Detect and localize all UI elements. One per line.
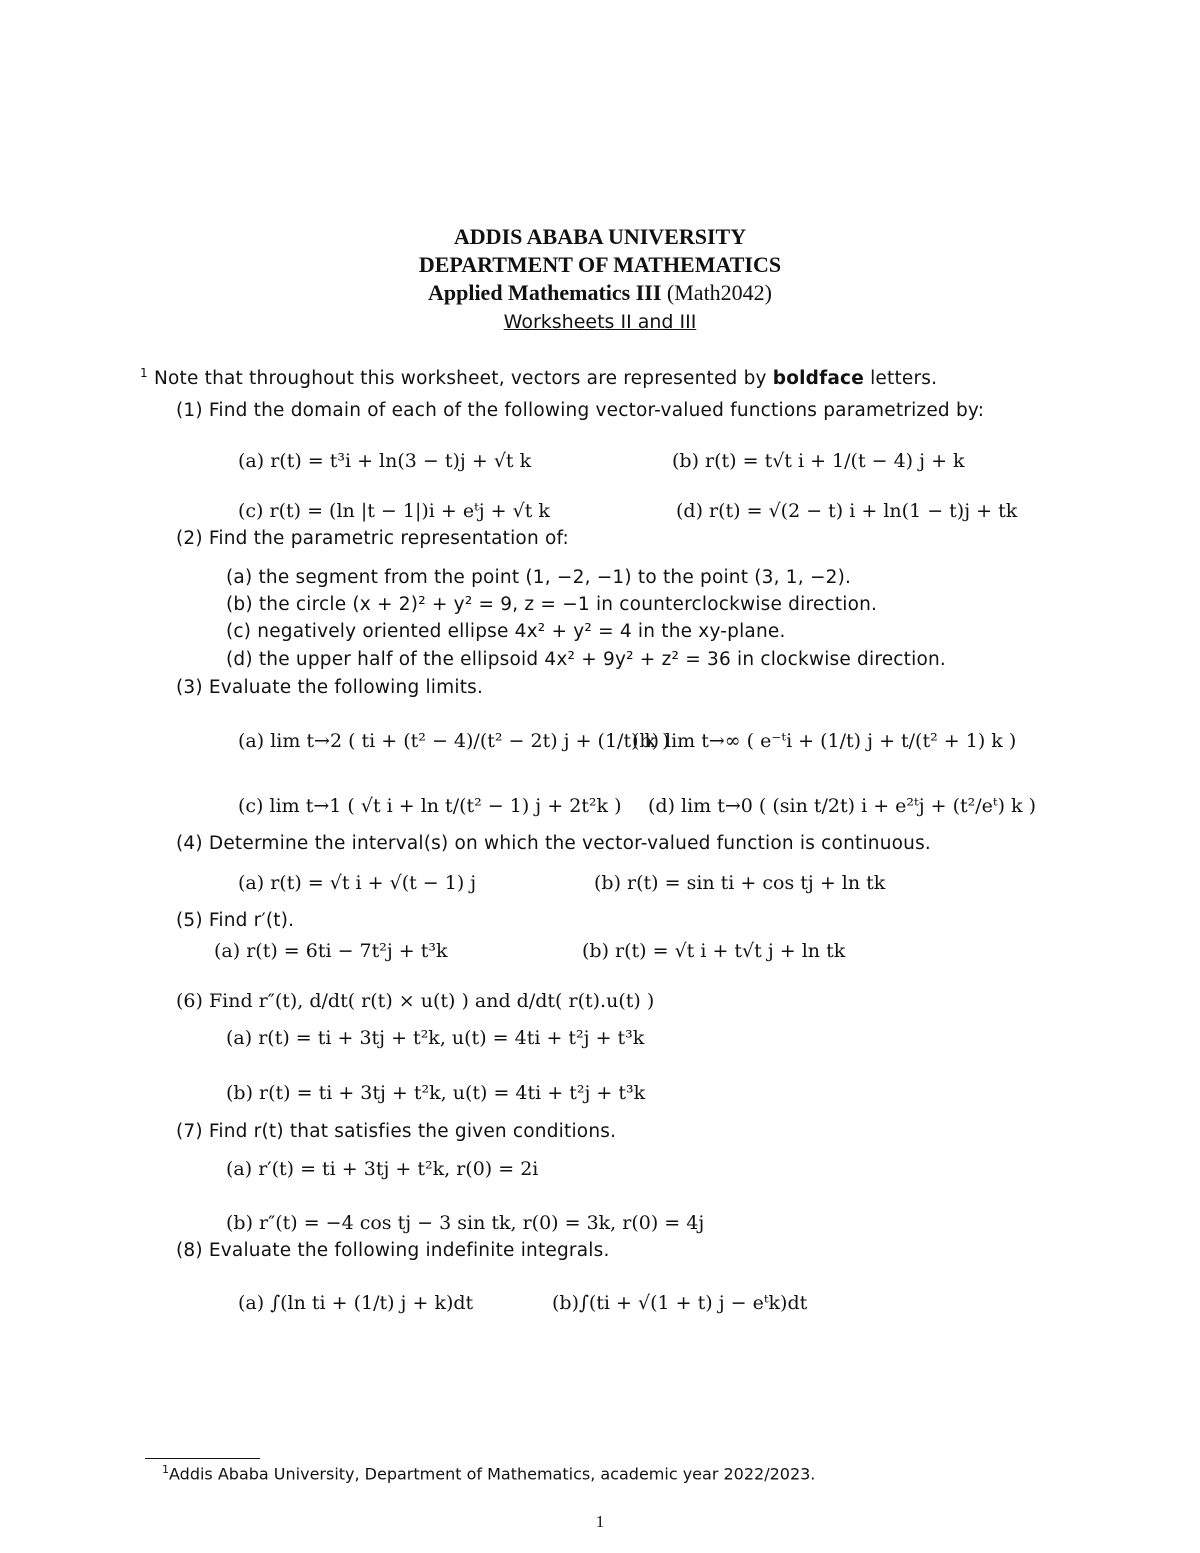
- course-name: Applied Mathematics III: [427, 280, 662, 305]
- q3-a: (a) lim t→2 ( ti + (t² − 4)/(t² − 2t) j + (1/t) k ): [238, 730, 670, 752]
- q8-prompt: (8) Evaluate the following indefinite integrals.: [176, 1240, 610, 1261]
- q3-c: (c) lim t→1 ( √t i + ln t/(t² − 1) j + 2t²k ): [238, 795, 622, 817]
- q6-prompt: (6) Find r″(t), d/dt( r(t) × u(t) ) and d/dt( r(t).u(t) ): [176, 990, 655, 1012]
- department-title: DEPARTMENT OF MATHEMATICS: [418, 252, 782, 277]
- page-number: 1: [595, 1512, 605, 1531]
- course-code: (Math2042): [666, 280, 773, 305]
- footnote: [162, 1463, 815, 1483]
- q2-prompt: (2) Find the parametric representation of:: [176, 528, 569, 549]
- q2-c: (c) negatively oriented ellipse 4x² + y² = 4 in the xy-plane.: [226, 621, 786, 642]
- q4-b: (b) r(t) = sin ti + cos tj + ln tk: [594, 872, 886, 894]
- q1-c: (c) r(t) = (ln |t − 1|)i + eᵗj + √t k: [238, 500, 550, 522]
- q3-d: (d) lim t→0 ( (sin t/2t) i + e²ᵗj + (t²/eᵗ) k ): [648, 795, 1037, 817]
- university-title: ADDIS ABABA UNIVERSITY: [453, 224, 747, 249]
- q3-b: (b) lim t→∞ ( e⁻ᵗi + (1/t) j + t/(t² + 1) k ): [632, 730, 1017, 752]
- footnote-text: Addis Ababa University, Department of Mathematics, academic year 2022/2023.: [169, 1464, 816, 1484]
- q3-prompt: (3) Evaluate the following limits.: [176, 677, 484, 698]
- q2-d: (d) the upper half of the ellipsoid 4x² + 9y² + z² = 36 in clockwise direction.: [226, 649, 946, 670]
- footnote-rule: [145, 1458, 260, 1459]
- q1-b: (b) r(t) = t√t i + 1/(t − 4) j + k: [672, 450, 965, 472]
- worksheets-title: [0, 308, 1200, 334]
- q5-prompt: (5) Find r′(t).: [176, 910, 295, 931]
- note-pre: Note that throughout this worksheet, vectors are represented by: [153, 368, 767, 390]
- footnote-superscript: 1: [162, 1463, 169, 1476]
- note-bold: boldface: [772, 368, 864, 390]
- q8-a: (a) ∫(ln ti + (1/t) j + k)dt: [238, 1292, 474, 1314]
- q1-d: (d) r(t) = √(2 − t) i + ln(1 − t)j + tk: [676, 500, 1018, 522]
- q6-b: (b) r(t) = ti + 3tj + t²k, u(t) = 4ti + t²j + t³k: [226, 1082, 646, 1104]
- q4-a: (a) r(t) = √t i + √(t − 1) j: [238, 872, 477, 894]
- q6-a: (a) r(t) = ti + 3tj + t²k, u(t) = 4ti + t²j + t³k: [226, 1027, 645, 1049]
- q1-prompt: (1) Find the domain of each of the following vector-valued functions parametrized by:: [176, 400, 985, 421]
- note-line: [140, 366, 937, 389]
- q5-a: (a) r(t) = 6ti − 7t²j + t³k: [214, 940, 448, 962]
- note-superscript: 1: [140, 366, 148, 380]
- q1-a: (a) r(t) = t³i + ln(3 − t)j + √t k: [238, 450, 532, 472]
- q2-a: (a) the segment from the point (1, −2, −1) to the point (3, 1, −2).: [226, 567, 852, 588]
- q7-prompt: (7) Find r(t) that satisfies the given conditions.: [176, 1121, 617, 1142]
- note-post: letters.: [870, 368, 938, 390]
- q7-a: (a) r′(t) = ti + 3tj + t²k, r(0) = 2i: [226, 1158, 539, 1180]
- worksheets-label: Worksheets II and III: [503, 311, 697, 333]
- course-title: [0, 280, 1200, 306]
- q8-b: (b)∫(ti + √(1 + t) j − eᵗk)dt: [552, 1292, 808, 1314]
- q5-b: (b) r(t) = √t i + t√t j + ln tk: [582, 940, 846, 962]
- q2-b: (b) the circle (x + 2)² + y² = 9, z = −1 in counterclockwise direction.: [226, 594, 878, 615]
- q7-b: (b) r″(t) = −4 cos tj − 3 sin tk, r(0) = 3k, r(0) = 4j: [226, 1212, 705, 1234]
- q4-prompt: (4) Determine the interval(s) on which the vector-valued function is continuous.: [176, 833, 932, 854]
